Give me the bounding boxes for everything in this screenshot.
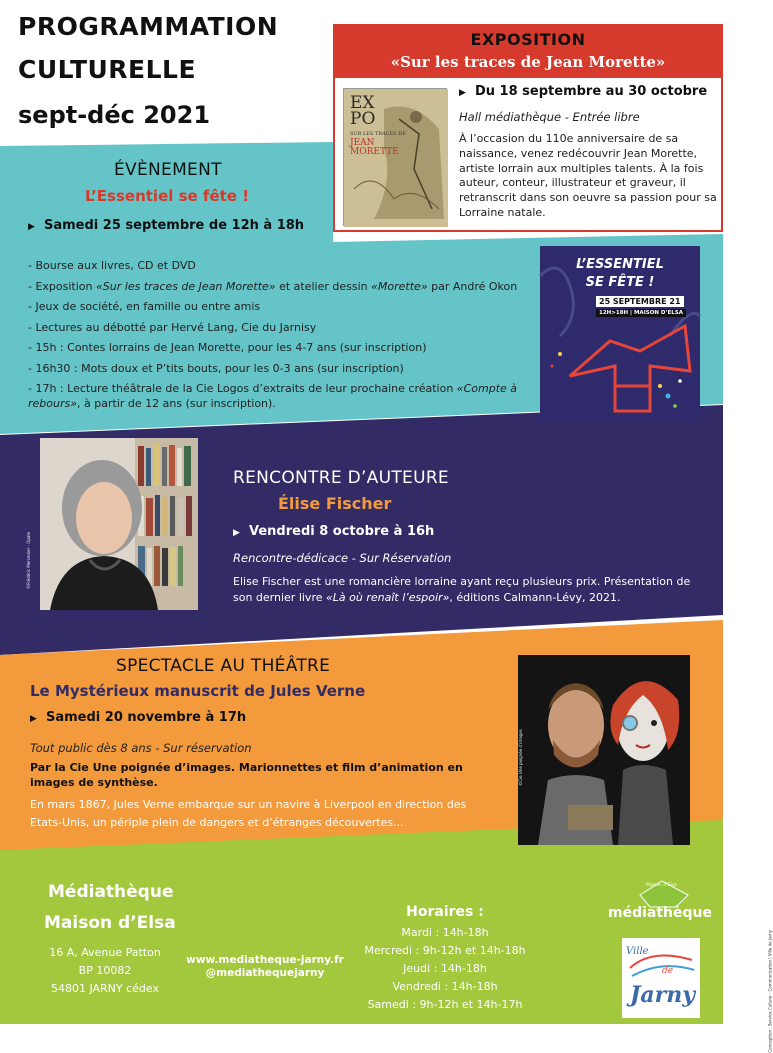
poster-name2: MORETTE <box>350 147 399 157</box>
item-text: - 15h : Contes lorrains de Jean Morette, pour les 4-7 ans (sur inscription) <box>28 341 427 354</box>
author-photo-art <box>40 438 198 610</box>
exposition-place: Hall médiathèque - Entrée libre <box>459 110 640 124</box>
item-text: - 16h30 : Mots doux et P’tits bouts, pour les 0-3 ans (sur inscription) <box>28 361 404 375</box>
rencontre-note: Rencontre-dédicace - Sur Réservation <box>233 551 452 565</box>
header-line2: CULTURELLE <box>18 55 197 84</box>
rencontre-label: RENCONTRE D’AUTEURE <box>233 468 449 488</box>
exposition-poster <box>343 88 447 226</box>
poster-hours: 12H>18H | MAISON D’ELSA <box>596 309 686 317</box>
poster-sub: SUR LES TRACES DE <box>350 131 406 137</box>
header-line3: sept-déc 2021 <box>18 101 211 129</box>
item-text: - Jeux de société, en famille ou entre amis <box>28 300 261 313</box>
poster-date: 25 SEPTEMBRE 21 <box>596 296 684 307</box>
spectacle-photo <box>518 655 690 845</box>
address-line1: 16 A, Avenue Patton <box>49 946 161 959</box>
rencontre-date: Vendredi 8 octobre à 16h <box>248 524 435 539</box>
desc-text: , éditions Calmann-Lévy, 2021. <box>449 590 621 604</box>
hours-item: Samedi : 9h-12h et 14h-17h <box>367 998 523 1011</box>
spectacle-date: Samedi 20 novembre à 17h <box>45 710 247 725</box>
spectacle-label: SPECTACLE AU THÉÂTRE <box>116 656 331 676</box>
item-text: - Bourse aux livres, CD et DVD <box>28 259 196 272</box>
list-item <box>28 359 533 380</box>
exposition-title: «Sur les traces de Jean Morette» <box>390 53 666 71</box>
item-text: , à partir de 12 ans (sur inscription). <box>77 396 276 410</box>
spectacle-photo-credit: ©Cie Une poignée d’images <box>517 729 523 786</box>
triangle-bullet-icon: ▶ <box>30 714 37 724</box>
triangle-bullet-icon: ▶ <box>233 528 240 538</box>
evenement-date: Samedi 25 septembre de 12h à 18h <box>43 218 305 233</box>
list-item <box>28 277 533 298</box>
spectacle-note: Tout public dès 8 ans - Sur réservation <box>30 741 252 755</box>
footer-web-block <box>170 954 360 980</box>
evenement-last-item <box>28 382 533 411</box>
exposition-label: EXPOSITION <box>470 30 586 49</box>
author-photo <box>25 438 198 610</box>
evenement-list <box>28 256 533 379</box>
website-link[interactable]: www.mediatheque-jarny.fr <box>186 954 344 966</box>
spectacle-title: Le Mystérieux manuscrit de Jules Verne <box>30 682 366 700</box>
poster-word1: EX <box>350 93 375 113</box>
item-text: - Lectures au débotté par Hervé Lang, Cie du Jarnisy <box>28 320 317 334</box>
item-italic: «Sur les traces de Jean Morette» <box>96 279 276 293</box>
triangle-bullet-icon: ▶ <box>459 88 466 98</box>
item-text: - 17h : Lecture théâtrale de la Cie Logos d’extraits de leur prochaine création <box>28 382 457 395</box>
desc-text: Elise Fischer est une romancière lorraine ayant reçu plusieurs prix. Présentation de son dernier livre <box>233 575 691 604</box>
footer-name2: Maison d’Elsa <box>44 913 176 933</box>
jarny-logo-mid: de <box>662 966 674 976</box>
footer-credit: Conception : Service Culture - Communication | Ville de Jarny <box>767 930 773 1053</box>
exposition-poster-name <box>350 139 399 157</box>
exposition-date: Du 18 septembre au 30 octobre <box>474 84 708 99</box>
poster-headline <box>540 256 700 292</box>
hours-item: Mardi : 14h-18h <box>401 926 489 939</box>
author-photo-credit: ©Frédéric Mercenier - Opale <box>25 532 31 589</box>
poster-line2: SE FÊTE ! <box>585 275 655 290</box>
exposition-description: À l’occasion du 110e anniversaire de sa naissance, venez redécouvrir Jean Morette, artiste lorrain aux multiples talents. À la fois auteur, conteur, illustrateur et graveur, il retranscrit dans son oeuvre sa passion pour sa Lorraine natale. <box>459 132 717 219</box>
list-item <box>28 297 533 318</box>
hours-list <box>345 924 545 1014</box>
jarny-logo-top: Ville <box>626 946 649 957</box>
rencontre-date-line <box>233 524 434 539</box>
hours-title: Horaires : <box>406 904 484 920</box>
rencontre-author: Élise Fischer <box>278 494 392 513</box>
item-text: par André Okon <box>427 279 518 293</box>
spectacle-description: En mars 1867, Jules Verne embarque sur un navire à Liverpool en direction des Etats-Unis, un périple plein de dangers et d’étranges découvertes... <box>30 798 467 829</box>
address-line3: 54801 JARNY cédex <box>50 982 160 995</box>
evenement-label: ÉVÈNEMENT <box>114 160 222 180</box>
exposition-header <box>335 26 721 78</box>
list-item <box>28 318 533 339</box>
header-line1: PROGRAMMATION <box>18 12 279 41</box>
hours-item: Vendredi : 14h-18h <box>392 980 498 993</box>
item-italic: «Compte à rebours» <box>28 382 518 410</box>
hours-item: Mercredi : 9h-12h et 14h-18h <box>364 944 526 957</box>
spectacle-bold: Par la Cie Une poignée d’images. Marionnettes et film d’animation en images de synthèse. <box>30 761 463 789</box>
exposition-box <box>333 24 723 232</box>
address-line2: BP 10082 <box>78 964 132 977</box>
jarny-logo-text: Jarny <box>630 982 696 1008</box>
item-text: - Exposition <box>28 279 96 293</box>
poster-word2: PO <box>350 109 376 129</box>
evenement-date-line <box>28 218 304 233</box>
triangle-bullet-icon: ▶ <box>28 222 35 232</box>
poster-line1: L’ESSENTIEL <box>576 257 664 272</box>
desc-italic: «Là où renaît l’espoir» <box>326 590 450 604</box>
logo-small-text: Maison d’Elsa <box>646 883 677 888</box>
exposition-poster-expo <box>350 95 375 127</box>
evenement-poster <box>540 246 700 422</box>
poster-name1: JEAN <box>350 138 375 148</box>
list-item <box>28 256 533 277</box>
item-italic: «Morette» <box>371 279 428 293</box>
spectacle-photo-art <box>518 655 690 845</box>
social-handle[interactable]: @mediathequejarny <box>205 967 325 979</box>
exposition-date-line <box>459 84 707 99</box>
list-item <box>28 338 533 359</box>
item-text: et atelier dessin <box>275 279 372 293</box>
jarny-logo <box>622 938 700 1018</box>
mediatheque-logo-text: médiathèque <box>608 905 712 921</box>
rencontre-description <box>233 574 713 605</box>
footer-name1: Médiathèque <box>48 882 174 902</box>
spectacle-date-line <box>30 710 246 725</box>
hours-item: Jeudi : 14h-18h <box>403 962 487 975</box>
evenement-title: L’Essentiel se fête ! <box>85 187 250 205</box>
